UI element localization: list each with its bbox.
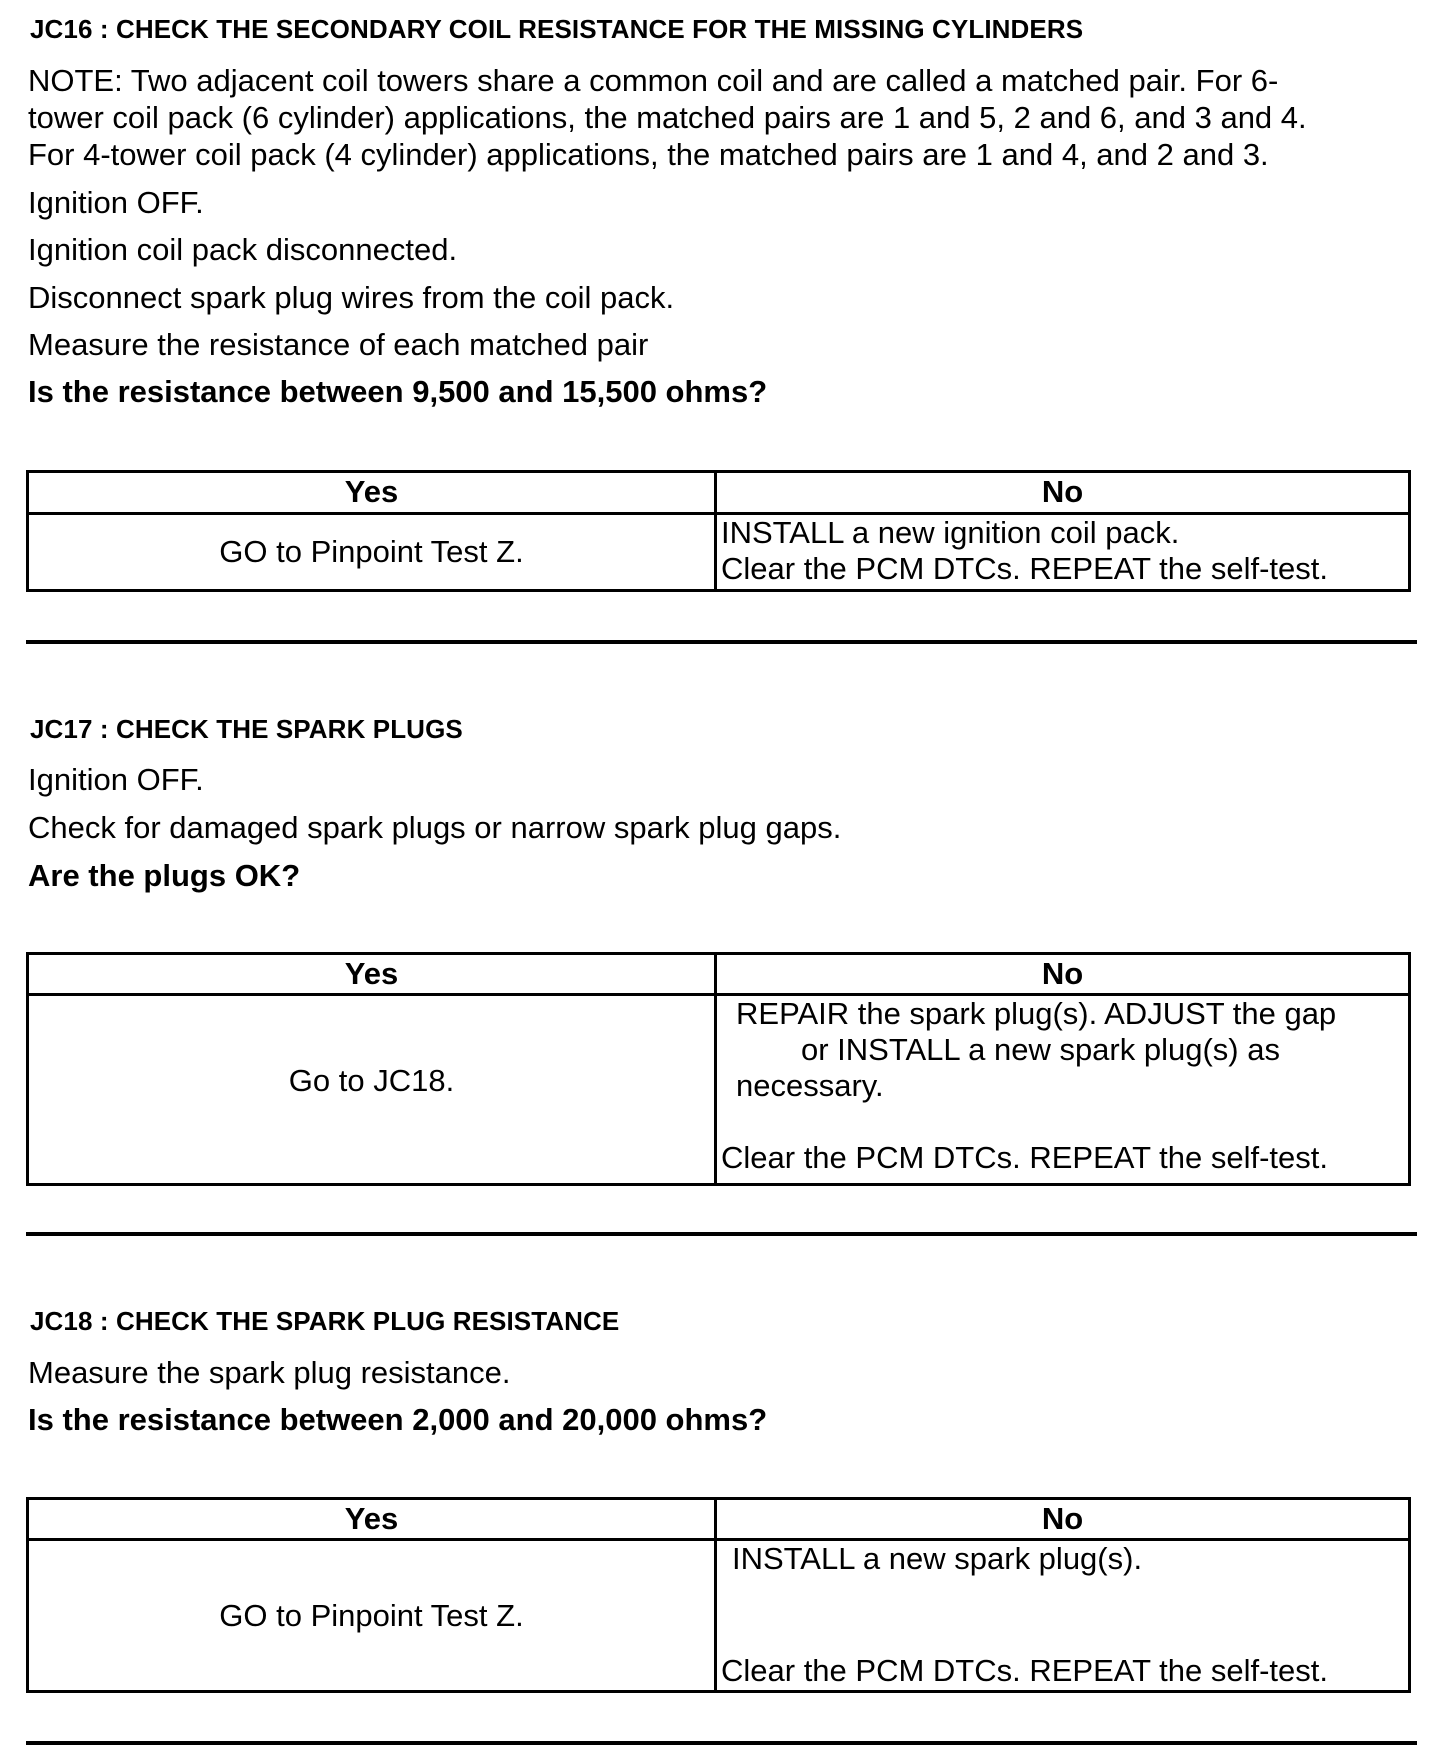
jc18-step: Measure the spark plug resistance.: [28, 1355, 511, 1390]
jc16-question: Is the resistance between 9,500 and 15,500 ohms?: [28, 374, 768, 409]
yes-action: Go to JC18.: [28, 995, 716, 1185]
jc16-step: Ignition OFF.: [28, 185, 204, 220]
jc18-result-table: [26, 1497, 1411, 1693]
no-action-line: REPAIR the spark plug(s). ADJUST the gap: [736, 996, 1337, 1032]
section-divider: [26, 1232, 1417, 1236]
no-action-line: or INSTALL a new spark plug(s) as: [801, 1032, 1280, 1068]
yes-header: Yes: [28, 1499, 716, 1540]
jc17-heading: JC17 : CHECK THE SPARK PLUGS: [30, 714, 463, 744]
no-header: No: [716, 1499, 1410, 1540]
yes-header: Yes: [28, 954, 716, 995]
no-action-line: Clear the PCM DTCs. REPEAT the self-test.: [721, 1653, 1328, 1689]
no-action-line: necessary.: [736, 1068, 884, 1104]
jc16-step: Disconnect spark plug wires from the coil pack.: [28, 280, 675, 315]
no-action-line: INSTALL a new ignition coil pack.: [721, 514, 1180, 550]
no-header: No: [716, 472, 1410, 514]
no-action: [716, 995, 1410, 1185]
jc16-heading: JC16 : CHECK THE SECONDARY COIL RESISTANCE FOR THE MISSING CYLINDERS: [30, 14, 1084, 44]
yes-action: GO to Pinpoint Test Z.: [28, 1540, 716, 1692]
jc17-step: Check for damaged spark plugs or narrow spark plug gaps.: [28, 810, 842, 845]
yes-header: Yes: [28, 472, 716, 514]
note-line: tower coil pack (6 cylinder) applications, the matched pairs are 1 and 5, 2 and 6, and 3 and 4.: [28, 100, 1307, 135]
jc18-question: Is the resistance between 2,000 and 20,000 ohms?: [28, 1402, 768, 1437]
section-divider: [26, 640, 1417, 644]
note-line: For 4-tower coil pack (4 cylinder) applications, the matched pairs are 1 and 4, and 2 and 3.: [28, 137, 1269, 172]
jc16-step: Measure the resistance of each matched pair: [28, 327, 649, 362]
no-action-line: Clear the PCM DTCs. REPEAT the self-test.: [721, 550, 1328, 586]
jc18-heading: JC18 : CHECK THE SPARK PLUG RESISTANCE: [30, 1306, 620, 1336]
jc16-result-table: [26, 470, 1411, 592]
jc16-step: Ignition coil pack disconnected.: [28, 232, 458, 267]
no-action: [716, 1540, 1410, 1692]
section-divider: [26, 1741, 1417, 1745]
no-action: [716, 513, 1410, 590]
jc17-question: Are the plugs OK?: [28, 858, 301, 893]
jc17-result-table: [26, 952, 1411, 1186]
yes-action: GO to Pinpoint Test Z.: [28, 513, 716, 590]
no-header: No: [716, 954, 1410, 995]
jc17-step: Ignition OFF.: [28, 762, 204, 797]
no-action-line: INSTALL a new spark plug(s).: [732, 1541, 1143, 1577]
jc16-note: [28, 62, 1428, 173]
no-action-line: Clear the PCM DTCs. REPEAT the self-test.: [721, 1140, 1328, 1176]
note-line: NOTE: Two adjacent coil towers share a common coil and are called a matched pair. For 6-: [28, 63, 1279, 98]
